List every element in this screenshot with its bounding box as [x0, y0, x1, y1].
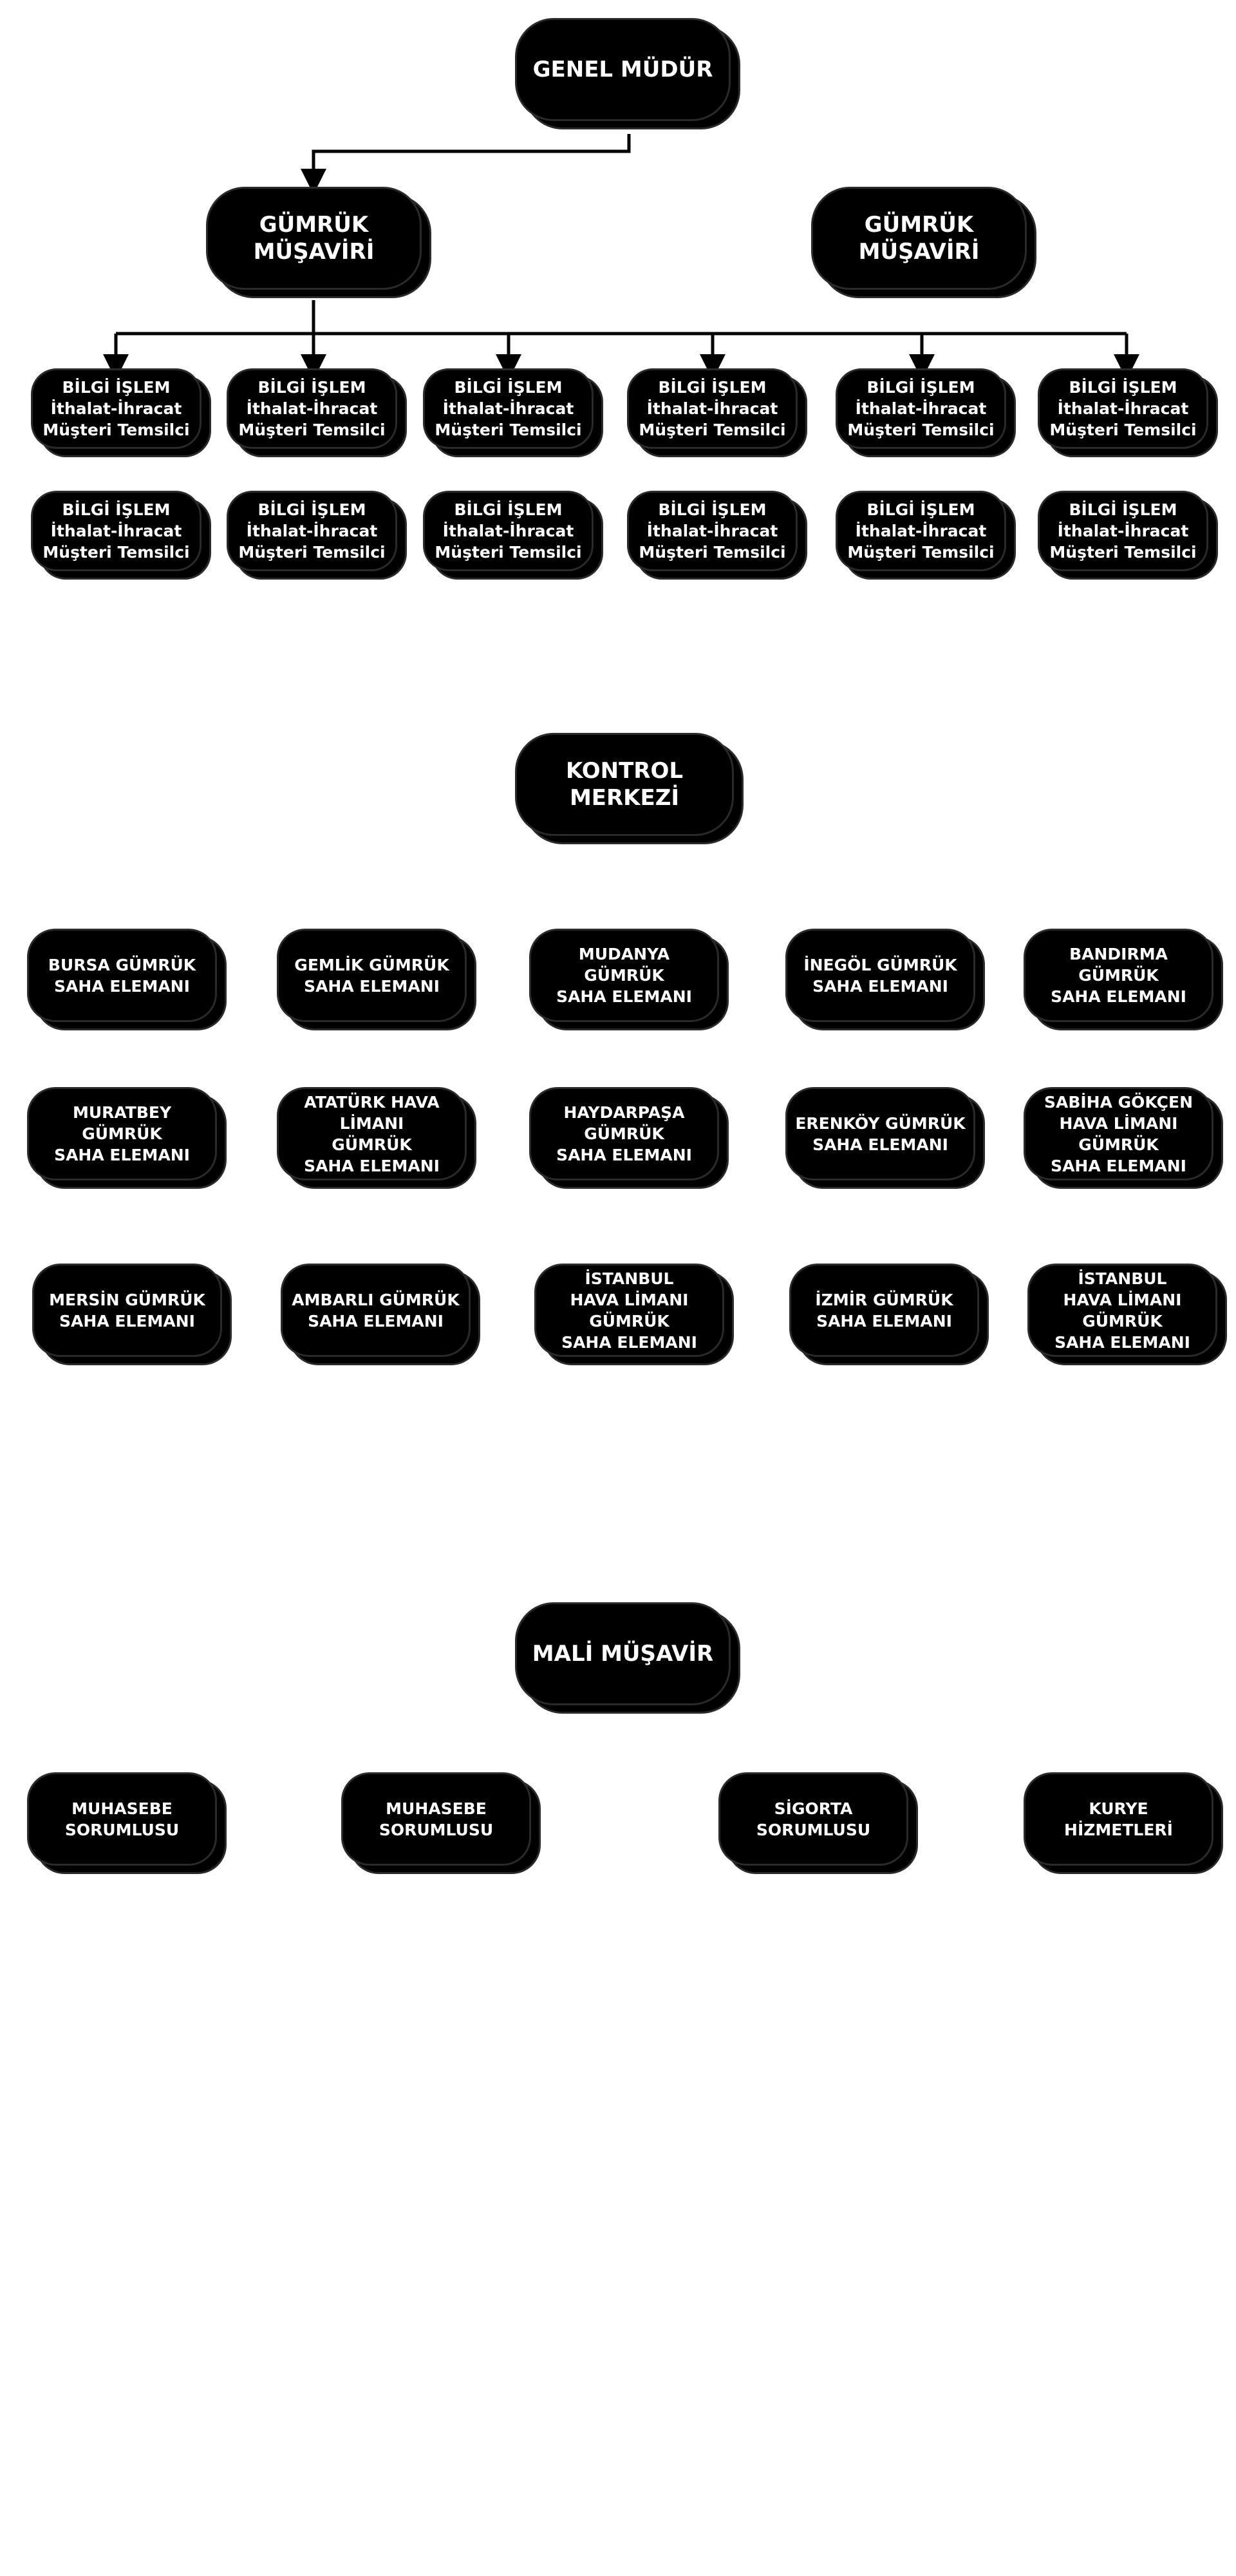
staff-row2-node-4 [627, 491, 798, 571]
field-staff-label: BANDIRMA GÜMRÜK SAHA ELEMANI [1051, 945, 1186, 1006]
kontrol-row3-node-3 [534, 1264, 724, 1357]
staff-row1-node-4 [627, 368, 798, 449]
kontrol-row2-node-4 [785, 1087, 975, 1180]
genel-mudur-to-musavir-connector [314, 134, 629, 182]
staff-row2-node-1 [31, 491, 201, 571]
field-staff-label: GEMLİK GÜMRÜK SAHA ELEMANI [294, 955, 449, 996]
mali-musavir-node [515, 1602, 731, 1705]
field-staff-label: ERENKÖY GÜMRÜK SAHA ELEMANI [795, 1113, 966, 1154]
staff-row2-node-2 [227, 491, 397, 571]
kontrol-row3-node-4 [789, 1264, 979, 1357]
musavir-left-node [206, 187, 422, 290]
staff-row2-node-5 [836, 491, 1006, 571]
genel-mudur-node [515, 18, 731, 121]
mali-item-label: MUHASEBE SORUMLUSU [64, 1799, 180, 1839]
staff-label: BİLGİ İŞLEM İthalat-İhracat Müşteri Temsilci [238, 500, 386, 562]
staff-label: BİLGİ İŞLEM İthalat-İhracat Müşteri Temsilci [1049, 378, 1197, 439]
mali-musavir-label: MALİ MÜŞAVİR [532, 1641, 714, 1667]
mali-item-node-4 [1024, 1772, 1213, 1866]
staff-row1-node-2 [227, 368, 397, 449]
kontrol-row1-node-4 [785, 929, 975, 1022]
staff-row1-node-6 [1038, 368, 1208, 449]
field-staff-label: İSTANBUL HAVA LİMANI GÜMRÜK SAHA ELEMANI [561, 1269, 697, 1352]
field-staff-label: AMBARLI GÜMRÜK SAHA ELEMANI [292, 1290, 460, 1331]
musavir-right-label: GÜMRÜK MÜŞAVİRİ [858, 212, 980, 265]
musavir-left-label: GÜMRÜK MÜŞAVİRİ [253, 212, 375, 265]
field-staff-label: HAYDARPAŞA GÜMRÜK SAHA ELEMANI [556, 1103, 692, 1164]
field-staff-label: İNEGÖL GÜMRÜK SAHA ELEMANI [803, 955, 957, 996]
field-staff-label: İSTANBUL HAVA LİMANI GÜMRÜK SAHA ELEMANI [1054, 1269, 1190, 1352]
staff-label: BİLGİ İŞLEM İthalat-İhracat Müşteri Temsilci [847, 378, 995, 439]
field-staff-label: İZMİR GÜMRÜK SAHA ELEMANI [815, 1290, 953, 1331]
kontrol-merkezi-label: KONTROL MERKEZİ [565, 758, 684, 811]
staff-label: BİLGİ İŞLEM İthalat-İhracat Müşteri Temsilci [435, 378, 582, 439]
field-staff-label: MURATBEY GÜMRÜK SAHA ELEMANI [54, 1103, 190, 1164]
staff-label: BİLGİ İŞLEM İthalat-İhracat Müşteri Temsilci [639, 378, 786, 439]
field-staff-label: MUDANYA GÜMRÜK SAHA ELEMANI [556, 945, 692, 1006]
field-staff-label: SABİHA GÖKÇEN HAVA LİMANI GÜMRÜK SAHA ELEMANI [1044, 1092, 1194, 1175]
mali-item-node-2 [341, 1772, 531, 1866]
staff-row2-node-3 [423, 491, 594, 571]
staff-row1-node-1 [31, 368, 201, 449]
genel-mudur-label: GENEL MÜDÜR [532, 57, 713, 82]
staff-label: BİLGİ İŞLEM İthalat-İhracat Müşteri Temsilci [847, 500, 995, 562]
field-staff-label: MERSİN GÜMRÜK SAHA ELEMANI [49, 1290, 205, 1331]
mali-item-node-3 [718, 1772, 908, 1866]
musavir-right-node [811, 187, 1027, 290]
kontrol-row1-node-1 [27, 929, 217, 1022]
kontrol-row1-node-2 [277, 929, 467, 1022]
kontrol-row3-node-1 [32, 1264, 222, 1357]
mali-item-node-1 [27, 1772, 217, 1866]
staff-row1-node-5 [836, 368, 1006, 449]
staff-label: BİLGİ İŞLEM İthalat-İhracat Müşteri Temsilci [435, 500, 582, 562]
mali-item-label: SİGORTA SORUMLUSU [756, 1799, 871, 1839]
field-staff-label: BURSA GÜMRÜK SAHA ELEMANI [48, 955, 196, 996]
staff-label: BİLGİ İŞLEM İthalat-İhracat Müşteri Temsilci [42, 378, 190, 439]
staff-row2-node-6 [1038, 491, 1208, 571]
kontrol-merkezi-node [515, 733, 734, 836]
kontrol-row2-node-1 [27, 1087, 217, 1180]
kontrol-row2-node-2 [277, 1087, 467, 1180]
staff-label: BİLGİ İŞLEM İthalat-İhracat Müşteri Temsilci [42, 500, 190, 562]
staff-label: BİLGİ İŞLEM İthalat-İhracat Müşteri Temsilci [238, 378, 386, 439]
staff-label: BİLGİ İŞLEM İthalat-İhracat Müşteri Temsilci [639, 500, 786, 562]
mali-item-label: MUHASEBE SORUMLUSU [379, 1799, 494, 1839]
kontrol-row1-node-5 [1024, 929, 1213, 1022]
staff-label: BİLGİ İŞLEM İthalat-İhracat Müşteri Temsilci [1049, 500, 1197, 562]
kontrol-row2-node-5 [1024, 1087, 1213, 1180]
field-staff-label: ATATÜRK HAVA LİMANI GÜMRÜK SAHA ELEMANI [304, 1092, 440, 1175]
kontrol-row2-node-3 [529, 1087, 719, 1180]
kontrol-row1-node-3 [529, 929, 719, 1022]
mali-item-label: KURYE HİZMETLERİ [1064, 1799, 1173, 1839]
kontrol-row3-node-5 [1027, 1264, 1217, 1357]
kontrol-row3-node-2 [281, 1264, 471, 1357]
staff-row1-node-3 [423, 368, 594, 449]
